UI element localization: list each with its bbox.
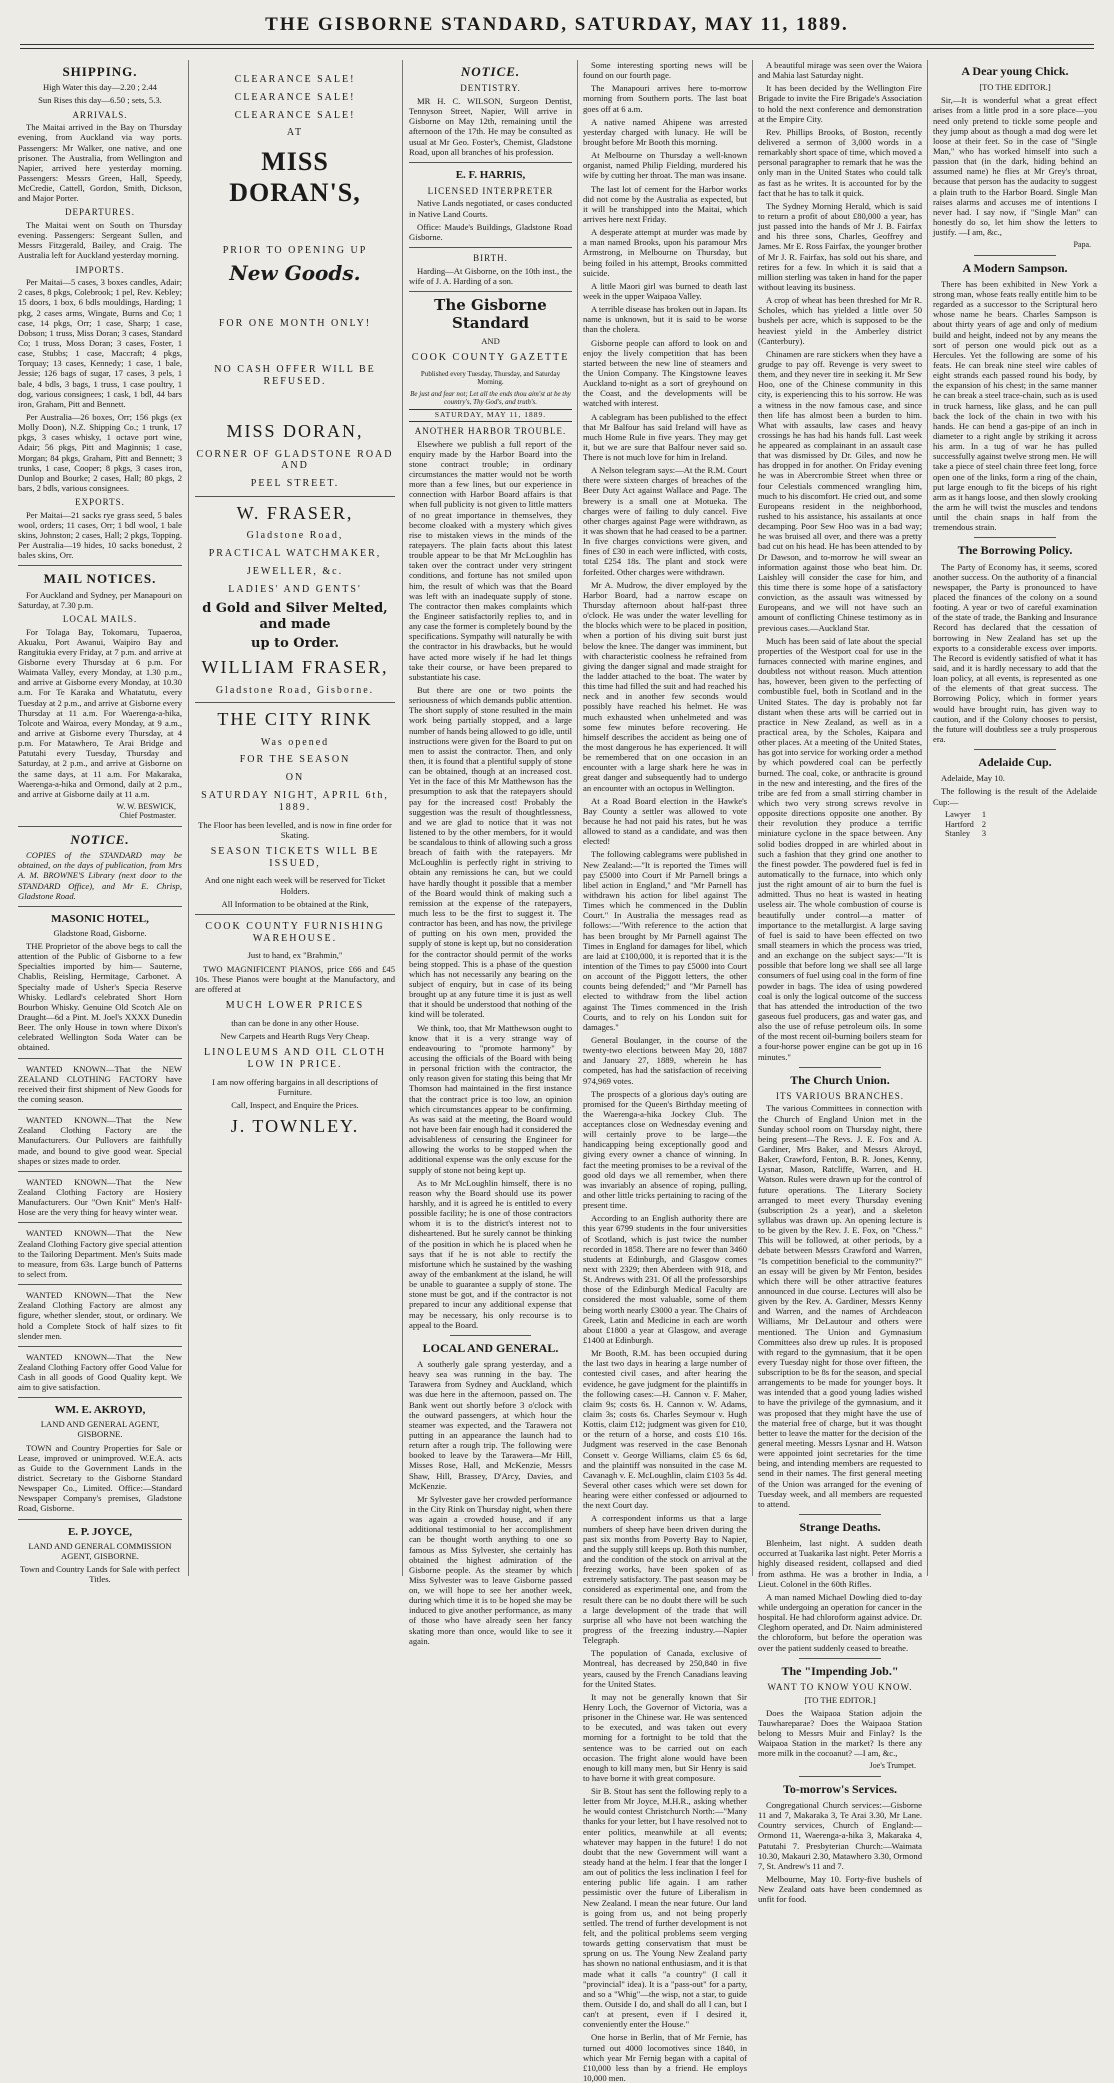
one-night: And one night each week will be reserved for Ticket Holders. [204,875,386,896]
sampson-heading: A Modern Sampson. [962,260,1068,275]
divider [18,1284,182,1285]
result-row [941,810,990,820]
leader-paragraph: We think, too, that Mr Matthewson ought to know that it is a very strange way of endeavouring to "promote harmony" by accusing the officials of the Board with being in personal friction with the contractor, the only reason given for stating this being that Mr Thomson had maintained in the first instance that the contract price is too low, an opinion which circumstances appear to be confirming. As was said at the meeting, the Board would not have been fair enough had it considered the advisableness of censuring the Engineer for allowing the works to be stopped when the additional expense was the only excuse for the supply of stone not being kept up. [409,1022,572,1175]
column-5 [758,60,922,1905]
no-cash-refused: NO CASH OFFER WILL BE REFUSED. [214,363,376,387]
paper-publication: Published every Tuesday, Thursday, and Saturday Morning. [420,370,561,387]
news-item: A beautiful mirage was seen over the Waiora and Mahia last Saturday night. [758,60,922,81]
sampson-text: There has been exhibited in New York a strong man, whose feats really entitle him to be regarded as a successor to the Scriptural hero whose name he bears. Charles Sampson is about thirty years of age and only of medium build and height, indeed not by any means the sort of person one would pick out as a Hercules. Yet the following are some of his feats. He can break nine steel wire cables of eight strands each passed round his body, by the expansion of his chest; in the same manner he can break a steel trace-chain, such as is used in truck harness, like glass, and he can pull back the lock of the chain in two with his hands. He can bend a gas-pipe of an inch in diameter to a right angle by striking it across his arm. In a tug of war he has pulled successfully against twelve strong men. He will take a piece of steel chain three feet long, force open one of the links, form a ring of the chain, put large enough to fit the biceps of his right arm as it hangs loose, and then slowly crooking the arm he will twist the muscles and tendons until the chain snaps in half from the tremendous strain. [933,278,1097,533]
high-water: High Water this day—2.20 ; 2.44 [43,82,157,93]
impending-job-heading: The "Impending Job." [781,1663,899,1678]
brahmin: Just to hand, ex "Brahmin," [247,950,343,961]
wanted-notice: WANTED KNOWN—That the NEW ZEALAND CLOTHING FACTORY have received their first shipment of New Goods for the coming season. [18,1063,182,1104]
mail-intro: For Auckland and Sydney, per Manapouri on Saturday, at 7.30 p.m. [18,589,182,610]
news-item: Rev. Phillips Brooks, of Boston, recently delivered a sermon of 3,000 words in a remarkably short space of time, which moved a personal paragrapher to remark that he was the only man in the United States who could talk as fast as he writes. It is accounted for by the fact that he has to talk it quick. [758,126,922,198]
dear-chick-to: [TO THE EDITOR.] [979,82,1051,93]
adelaide-cup-heading: Adelaide Cup. [978,755,1052,770]
harris-text: Native Lands negotiated, or cases conducted in Native Land Courts. [409,198,572,219]
borrowing-text: The Party of Economy has, it seems, scored another success. On the authority of a financial newspaper, the Party is pronounced to have placed the finances of the colony on a sound footing. A year or two of careful examination of the state of trade, the Banking and Insurance Record has declared that the cessation of borrowing in New Zealand has set up the exports to a considerable excess over imports. The Record is evidently satisfied of what it has said, and it is hardly necessary to add that the loan policy, at all events, is represented as one of the elements of that great success. The Borrowing Policy, which in former years would have brought ruin, has given way to caution, and if the Colony chooses to persist, the future will doubtless see a truly prosperous era. [933,561,1097,744]
ad-at: AT [286,127,304,139]
result-row [941,820,990,830]
akroyd-title: LAND AND GENERAL AGENT, GISBORNE. [40,1419,160,1440]
paper-and: AND [481,336,500,347]
imports-heading: IMPORTS. [75,264,125,275]
news-item: A correspondent informs us that a large numbers of sheep have been driven during the past six months from Poverty Bay to Napier, and the supply still keeps up. Both this number, and the condition of the stock on arrival at the freezing works, have been spoken of as extremely satisfactory. The past season may be considered as experimental one, and from the result there can be no doubt there will be such a large development of the trade that will surprise all who have not been watching the progress of the freezing industry.—Napier Telegraph. [583,1513,747,1646]
column-3 [409,60,573,1646]
divider [450,1335,532,1336]
strange-deaths-text: Blenheim, last night. A sudden death occurred at Tuakarika last night. Peter Morris a highly diseased resident, collapsed and died from asthma. He was a brother in India, a Lieut. Colonel in the 60th Rifles. [758,1538,922,1589]
news-item: A terrible disease has broken out in Japan. Its name is unknown, but it is said to be worse than the cholera. [583,304,747,335]
horse-name: Lawyer [945,809,971,819]
column-divider [752,60,753,1576]
divider [18,906,182,907]
local-paragraph: A southerly gale sprang yesterday, and a heavy sea was running in the bay. The Tarawera from Sydney and Auckland, which was due here in the afternoon, passed on. The Bank went out shortly before 3 o'clock with the outward passengers, at which hour the steamer was expected, and the Tarawera not putting in an appearance the launch had to return after a rough trip. The following were booked to leave by the Tarawera—Mr Hill, Misses Rose, Hall, and McKenzie, Messrs Shaw, Hill, Brassey, D'Arcy, Davies, and McKenzie. [409,1358,572,1491]
divider [799,1776,881,1777]
wanted-notice: WANTED KNOWN—That the New Zealand Clothing Factory are almost any figure, whether slender, stout, or ordinary. We hold a Complete Stock of half sizes to fit slender men. [18,1290,182,1341]
column-divider [402,60,403,1576]
notice-heading: NOTICE. [70,831,130,847]
divider [18,1222,182,1223]
mail-text: For Tolaga Bay, Tokomaru, Tupaeroa, Akuaku, Port Awanui, Waipiro Bay and Rangitukia every Friday, at 7 p.m. and arrive at Gisborne every Thursday at 6 p.m. For Waimata Valley, every Monday, at 1.30 p.m., and arrive at Gisborne every Monday, at 10.30 a.m. For Te Karaka and Whatatutu, every Tuesday at 2 p.m., and arrive at Gisborne every Thursday at 11 a.m. For Waerenga-a-hika, Tolcote and Wairoa, every Monday, at 9 a.m., and arrive at Gisborne every Thursday, at 4 p.m. For Matawhero, Te Arai Bridge and Patutahi every Tuesday, Thursday and Saturday, at 2 p.m., and arrive at Gisborne on the same days, at 11 a.m. For Makaraka, Waerenga-a-hika and Ormond, daily at 2 p.m., and arrive at Gisborne daily at 11 a.m. [18,626,182,799]
news-item: A native named Ahipene was arrested yesterday charged with lunacy. He will be brought before Mr Booth this morning. [583,116,747,147]
masthead-rule-top [20,44,1094,45]
news-item: Some interesting sporting news will be found on our fourth page. [583,60,747,81]
divider [409,247,572,248]
impending-job-sub: WANT TO KNOW YOU KNOW. [767,1681,913,1692]
news-item: Chinamen are rare stickers when they have a grudge to pay off. Revenge is very sweet to them, and they never tire in seeking it. Mr Sew Hoo, one of the Chinese community in this city, is experiencing this to his sorrow. He was a witness in the now famous case, and since then life has almost been a burden to him. What with assaults, law cases and heavy crossings he has had his hands full. Last week he appeared as complainant in an assault case that was dismissed by Dr. Giles, and now he has dropped in for another. On Friday evening he was in Abercrombie Street when three or four Celestials commenced wrangling him, much to his discomfort. He cried out, and some Europeans resident in the neighborhood, rushed to his assistance, his assailants at once decamping. Poor Sew Hoo was in a bad way; he was bruised all over, and there was a pretty bad cut on his head. He has been attended to by Dr Dawson, and to-morrow he will swear an information against those who beat him. Dr. Laishley will consider the case for him, and this time there is some hope of a satisfactory conviction, as the assault was witnessed by Europeans, and we will not have such an amount of conflicting Chinese testimony as in previous cases.—Auckland Star. [758,348,922,633]
practical-watchmaker: PRACTICAL WATCHMAKER, [208,547,382,559]
impending-job-signature: Joe's Trumpet. [869,1761,916,1771]
departures-text: The Maitai went on South on Thursday evening. Passengers: Sergeant Sullen, and Messrs Fitzgerald, Bailey, and Craig. The Australia left for Auckland yesterday morning. [18,219,182,261]
dentistry-text: MR H. C. WILSON, Surgeon Dentist, Tennyson Street, Napier, Will arrive in Gisborne on May 12th, remaining until the afternoon of the 17th. He may be consulted as usual at Mr Geo. Foster's, Chemist, Gladstone Road, upon all branches of his profession. [409,95,572,157]
news-item: A crop of wheat has been threshed for Mr R. Scholes, which has yielded a little over 50 bushels per acre, which is supposed to be the heaviest yield in the Amberley district (Canterbury). [758,295,922,346]
exports-text: Per Maitai—21 sacks rye grass seed, 5 bales wool, orders; 11 cases, Orr; 1 bdl wool, 1 bale skins, Johnston; 2 cases, Hall; 2 pkgs, Topping. Per Australia—19 hides, 10 sacks bonedust, 2 bales skins, Orr. [18,509,182,561]
exports-heading: EXPORTS. [75,497,125,508]
news-item: It may not be generally known that Sir Henry Loch, the Governor of Victoria, was a prisoner in the Chinese war. He was sentenced to be executed, and was taken out every morning for a fortnight to be told that the sentence was to be carried out on each occasion. The fright alone would have been enough to kill many men, but Sir Henry is said to have borne it with great composure. [583,1691,747,1783]
dear-chick-text: Sir,—It is wonderful what a great effect arises from a little prod in a sore place—you need only pretend to tickle some people and they jump about as though a mad dog were let loose at their feet. So in the case of "Single Man," who has worked himself into such a passion that (in the dark, hiding behind an assumed name) he flies at Mr Grey's throat, because that person has the audacity to suggest a plain truth to the Harbor Board. Single Man raises alarms and accuses me of intentions I never had. I say now, if "Single Man" can honestly do so, let him show the letters to justify. —I am, &c., [933,95,1097,238]
rink-info: All Information to be obtained at the Rink, [221,898,369,909]
call-inspect: Call, Inspect, and Enquire the Prices. [231,1100,359,1110]
wanted-notice: WANTED KNOWN—That the New Zealand Clothing Factory are Hosiery Manufacturers. Our "Own Knit" Men's Half-Hose are the very thing for heavy winter wear. [18,1176,182,1218]
divider [18,1109,182,1110]
leader-paragraph: But there are one or two points the seriousness of which demands public attention. The short supply of stone resulted in the main work being partially stopped, and a large number of hands being allowed to go idle, until instructions were given for the Board to put on men to assist the contractor. Then, and only then, it is found that a plentiful supply of stone can be obtained, though at an increased cost. Yet in the face of this Mr Matthewson has the presumption to ask that the ratepayers should pay for the increased cost! Probably the suggestion was the result of thoughtlessness, and we are glad to notice that it was not listened to by the other members, for it would be scandalous to think of allowing such a gross breach of faith with the ratepayers. Mr McLoughlin is perfectly right in striving to obtain any remissions he can, but we could have hardly thought it possible that a member of the Board would think of making such a remission at the expense of the ratepayers, much less to be the first to suggest it. The contractor has been, and has now, the privilege of putting on his own men, provided the supply of stone is kept up, but no consideration for the contractor should permit of the works being stopped. This is a phase of the question which has not necessarily any bearing on the subject of enquiry, but in case of its being brought up at any future time it is just as well that it should be understood that nothing of the kind will be tolerated. [409,684,573,1020]
news-item: The Sydney Morning Herald, which is said to return a profit of about £80,000 a year, has just passed into the hands of Mr J. B. Fairfax and his three sons, Charles, Geoffrey and James. Mr E. Ross Fairfax, the younger brother of Mr J. R. Fairfax, has sold out his share, and retires for a few. In which it is said that a million sterling was taken in hand for the paper without leaving its business. [758,200,922,292]
mail-signature: W. W. BESWICK, [116,802,176,811]
joyce-name: E. P. JOYCE, [67,1525,133,1538]
impending-job-to: [TO THE EDITOR.] [804,1694,876,1705]
clearance-sale: CLEARANCE SALE! [234,109,356,121]
horse-name: Stanley [945,829,971,839]
much-lower-prices: MUCH LOWER PRICES [225,1000,365,1012]
paper-subtitle: COOK COUNTY GAZETTE [411,352,570,364]
new-goods: New Goods. [229,261,361,286]
miss-doran-title: MISS DORAN'S, [229,147,361,207]
leader-heading: ANOTHER HARBOR TROUBLE. [414,425,567,436]
imports-text: Per Maitai—5 cases, 3 boxes candles, Adair; 2 cases, 8 pkgs, Colebrook; 1 pel, Rev. Kebley; 15 doors, 1 box, 6 bdls mouldings, Harding; 1 pkg, 2 cases arms, Wingate, Burns and Co; 1 case, 14 pkgs, Orr; 1 case, Sharp; 1 case, Dobson; 1 truss, Miss Doran; 3 cases, Standard Co; 1 truss, Moss Doran; 3 cases, Foster, 1 case, Stubbs; 1 case, Maccraft; 4 pkgs, Torquay; 13 cases, Kennedy; 1 case, 1 bale, Jessie; 126 bags of sugar, 17 cases, 3 pels, 1 bale, 4 bdls, 3 bags, 1 truss, 1 case poultry, 1 dog, various consignees; 1 cask, 1 bdl, 44 bars iron, Graham, Pitt and Bennett. [18,277,182,409]
horse-place: 3 [981,829,987,839]
news-item: General Boulanger, in the course of the twenty-two elections between May 20, 1887 and January 27, 1889, wherein he has competed, has had the satisfaction of receiving 974,969 votes. [583,1034,747,1086]
rink-season: FOR THE SEASON [239,754,351,766]
divider [18,1171,182,1172]
clearance-sale: CLEARANCE SALE! [234,74,356,85]
column-1 [18,60,182,1584]
adelaide-results [941,810,990,840]
news-item: It has been decided by the Wellington Fire Brigade to invite the Fire Brigade's Association to hold the next conference and demonstration at the Empire City. [758,83,922,124]
william-fraser: WILLIAM FRASER, [201,657,389,678]
shipping-heading: SHIPPING. [62,64,138,79]
carpets: New Carpets and Hearth Rugs Very Cheap. [220,1030,370,1041]
than-any-house: than can be done in any other House. [231,1017,359,1028]
news-item: Gisborne people can afford to look on and enjoy the lively competition that has been started between the new line of steamers and the Union Company. The Kingstowne leaves Auckland to-night as a sort of greyhound on the Coast, and the developments will be watched with interest. [583,337,747,409]
news-item: According to an English authority there are this year 6799 students in the four universities of Scotland, which is just twice the number recorded in 1858. There are no fewer than 3460 students at Edinburgh, and Glasgow comes next with 2329; then Aberdeen with 918, and St. Andrews with 231. Of all the professorships those of the Edinburgh Medical Faculty are considered the most valuable, some of them being worth nearly £3000 a year. The Chairs of Greek, Latin and Medicine in each are worth about £1800 a year at Glasgow, and average £1400 at Edinburgh. [583,1213,747,1346]
news-item: The Manapouri arrives here to-morrow morning from Southern ports. The last boat goes off at 6 a.m. [583,83,747,114]
divider [18,826,182,827]
notice-heading: NOTICE. [460,64,521,79]
masthead-rule-bottom [20,48,1094,49]
harris-office: Office: Maude's Buildings, Gladstone Road Gisborne. [409,221,572,242]
mail-notices-heading: MAIL NOTICES. [43,571,157,587]
notice-text: COPIES of the STANDARD may be obtained, on the days of publication, from Mrs A. M. BROWNE'S Library (next door to the STANDARD Office), and Mr E. Chrisp, Gladstone Road. [18,850,182,901]
strange-deaths-text: A man named Michael Dowling died to-day while undergoing an operation for cancer in the hospital. He had chloroform against advice. Dr. Cleghorn operated, and Dr. Nairn administered the chloroform, but before the operation was over the patient suddenly ceased to breathe. [758,1591,922,1653]
city-rink: THE CITY RINK [217,709,373,730]
strange-deaths-heading: Strange Deaths. [799,1520,881,1535]
news-item: The prospects of a glorious day's outing are promised for the Queen's Birthday meeting of the Waerenga-a-hika Jockey Club. The acceptances close on Wednesday evening and will certainly prove to be large—the handicapping being exceptionally good and giving every owner a chance of winning. In fact the meeting promises to be a revival of the good old days we all remember, when there was invariably an absence of roping, pulling, and other little tricks pertaining to racing of the present time. [583,1088,747,1211]
divider [974,537,1056,538]
divider [799,1658,881,1659]
column-2-ads [195,60,395,1576]
horse-name: Hartford [945,819,974,829]
masonic-text: THE Proprietor of the above begs to call the attention of the Public of Gisborne to a few Specialties imported by him— Sauterne, Chablis, Reisling, Hermitage, Carbonet. A Specialty made of Usher's Specia Reserve Whisky. Ledlard's celebrated Short Horn Bourbon Whisky. Genuine Old Scotch Ale on Draught—6d a Pint. M. Joel's XXXX Dunedin Beer. The only House in town where Dixon's celebrated Wellington Soda Water can be obtained. [18,941,182,1053]
akroyd-name: WM. E. AKROYD, [54,1404,146,1417]
news-item: One horse in Berlin, that of Mr Fernie, has turned out 4000 locomotives since 1840, in which year Mr Fernig began with a capital of £10,000 less than by a friend. He employs 10,000 men. [583,2032,747,2083]
divider [195,914,395,915]
dentistry-heading: DENTISTRY. [460,83,521,94]
column-4 [583,60,747,2083]
borrowing-heading: The Borrowing Policy. [957,543,1073,558]
services-heading: To-morrow's Services. [783,1781,897,1796]
masonic-address: Gladstone Road, Gisborne. [53,927,147,938]
church-union-sub: ITS VARIOUS BRANCHES. [776,1090,904,1101]
fraser-road: Gladstone Road, [246,530,344,542]
sun-rises: Sun Rises this day—6.50 ; sets, 5.3. [38,95,162,106]
one-month-only: FOR ONE MONTH ONLY! [218,317,372,329]
peel-street: PEEL STREET. [250,478,340,490]
leader-paragraph: As to Mr McLoughlin himself, there is no reason why the Board should use its power harshly, and it is agreed he is entitled to every possible facility; he is one of those contractors whom it is to the district's interest not to disheartened. But he surely cannot be thinking of the position in which he is placed when he says that if he is not able to rectify the misfortune which he sustained by the washing away of the embankment at the island, he will be unable to guarantee a supply of stone. The stone must be got, and if the contractor is not prepared to incur any additional expense that may be necessary, his only recourse is to appeal to the Board. [409,1177,572,1330]
horse-place: 2 [981,819,987,829]
clearance-sale: CLEARANCE SALE! [234,91,356,103]
divider [18,1397,182,1398]
divider [799,1067,881,1068]
church-union-heading: The Church Union. [790,1072,890,1087]
william-road: Gladstone Road, Gisborne. [215,684,375,696]
dear-chick-signature: Papa. [1073,240,1091,250]
divider [195,702,395,703]
fraser-name: W. FRASER, [236,502,354,523]
adelaide-dateline: Adelaide, May 10. [941,773,1005,784]
masthead-title: THE GISBORNE STANDARD, SATURDAY, MAY 11, 1889. [265,14,849,35]
divider [195,496,395,497]
adelaide-intro: The following is the result of the Adelaide Cup:— [933,786,1097,807]
divider [18,1058,182,1059]
birth-heading: BIRTH. [473,252,508,263]
horse-place: 1 [981,809,987,819]
arrivals-heading: ARRIVALS. [72,109,128,120]
wanted-notice: WANTED KNOWN—That the New Zealand Clothing Factory are the Manufacturers. Our Pullovers are faithfully made, and bound to give good wear. Special shapes or sizes made to order. [18,1115,182,1166]
news-item: At a Road Board election in the Hawke's Bay County a settler was allowed to vote because he had not paid his rates, but he was allowed to stand as a candidate, and was then elected! [583,795,747,847]
harris-name: E. F. HARRIS, [455,168,526,181]
paper-title: The Gisborne Standard [434,295,547,332]
local-mails-heading: LOCAL MAILS. [62,614,138,624]
column-6 [933,60,1097,1576]
news-item: Sir B. Stout has sent the following reply to a letter from Mr Joyce, M.H.R., asking whether he would contest Christchurch North:—"Many thanks for your letter, but I have resolved not to enter politics, meanwhile at all events; whatever may happen in the future! I do not doubt that the new Government will want a steady hand at the helm. I fear that the longer I am out of politics the less inclination I feel for entering public life again. I am rather pessimistic over the future of Liberalism in New Zealand. I mean the near future. Our land is going from us, and not being properly settled. The trend of further development is not felt, and the political problems seem verging towards getting conservatism that must be sprung on us. The Young New Zealand party has shown no national enthusiasm, and it is that made what it calls "a country" (I call it "provincial" idea). It is a "pass-out" for a party, and so a "Whig"—the wisp, not a star, to guide them. Outside I do, and shall do all I can, but I can't at present, even if I desired it, conveniently enter the House." [583,1786,747,2030]
harris-title: LICENSED INTERPRETER [427,185,554,196]
rink-on: ON [285,772,305,784]
news-item: Melbourne, May 10. Forty-five bushels of New Zealand oats have been condemned as unfit for food. [758,1873,922,1905]
news-item: Mr A. Mudrow, the diver employed by the Harbor Board, had a narrow escape on Thursday afternoon about half-past three o'clock. He was under the water levelling for the blocks which were to be placed in position, when a portion of his diving suit burst just below the knee. The danger was imminent, but with characteristic coolness he refrained from giving the danger signal and made straight for the ladder attached to the boat. The water by this time had filled the suit and had reached his neck and in another few seconds would possibly have reached his helmet. He was much exhausted when unhelmeted and was some few minutes before recovering. He himself describes the accident as being one of the most dangerous he has experienced. It will be remembered that on one occasion in an encounter with a large shark here he was in great danger and subsequently had to undergo an encounter with an octopus in Wellington. [583,579,747,793]
cook-county-warehouse: COOK COUNTY FURNISHING WAREHOUSE. [205,920,385,944]
wanted-notice: WANTED KNOWN—That the New Zealand Clothing Factory offer Good Value for Cash in all goods of Good Quality kept. We aim to give satisfaction. [18,1351,182,1393]
imports-text-2: Per Australia—26 boxes, Orr; 156 pkgs (ex Molly Doon), N.Z. Shipping Co.; 1 trunk, 17 pkgs, 3 cases whisky, 1 octave port wine, Adair; 56 pkgs, Pitt and Maginnis; 1 case, Morgan; 84 pkgs, Graham, Pitt and Bennett; 3 trunks, 1 case, Cooper; 8 pkgs, 3 cases iron, Dunlop and Bourke; 2 cases, Hall; 80 pkgs, 2 bars, 2 bdls, various consignees. [18,411,182,493]
news-item: A desperate attempt at murder was made by a man named Brooks, upon his paramour Mrs Armstrong, in Melbourne on Thursday, but being foiled in his attempt, Brooks committed suicide. [583,227,747,278]
rink-date: SATURDAY NIGHT, APRIL 6th, 1889. [201,790,389,813]
linoleums: LINOLEUMS AND OIL CLOTH LOW IN PRICE. [203,1047,386,1070]
divider [18,565,182,566]
up-to-order: up to Order. [251,636,339,652]
departures-heading: DEPARTURES. [65,207,135,218]
miss-doran-sign: MISS DORAN, [226,421,364,442]
column-divider [188,60,189,1576]
birth-text: Harding—At Gisborne, on the 10th inst., the wife of J. A. Harding of a son. [409,265,572,286]
rink-floor: The Floor has been levelled, and is now in fine order for Skating. [198,819,392,840]
issue-date: SATURDAY, MAY 11, 1889. [409,409,572,422]
news-item: A little Maori girl was burned to death last week in the upper Waipaoa Valley. [583,280,747,301]
mail-signature-title: Chief Postmaster. [119,811,176,821]
jeweller: JEWELLER, &c. [246,565,344,577]
prior-opening: PRIOR TO OPENING UP [222,244,368,256]
local-paragraph: Mr Sylvester gave her crowded performance in the City Rink on Thursday night, when there was again a crowded house, and if any additional testimonial to her accomplishment can be thought worth anything to one so famous as Miss Sylvester, she certainly has obtained the highest admiration of the Gisborne people. As the steamer by which Miss Sylvester was to leave Gisborne passed on, we will hope to see her another week, during which time it is to be hoped she may be induced to give another performance, as many of those who have already seen her fancy skating more than once, would like to see it again. [409,1493,572,1646]
divider [18,1519,182,1520]
joyce-text: Town and Country Lands for Sale with perfect Titles. [19,1563,180,1584]
news-item: At Melbourne on Thursday a well-known organist, named Philip Fielding, murdered his wife by cutting her throat. The man was insane. [583,150,747,181]
bargains: I am now offering bargains in all descriptions of Furniture. [212,1076,378,1097]
impending-job-text: Does the Waipaoa Station adjoin the Tauwhareparae? Does the Waipaoa Station belong to Messrs Muir and Finlay? Is the Waipaoa Station in the market? Is there any more milk in the cocoanut? —I am, &c., [758,1707,922,1759]
local-general-heading: LOCAL AND GENERAL. [422,1340,559,1355]
gold-silver: d Gold and Silver Melted, and made [202,601,388,632]
news-item: The population of Canada, exclusive of Montreal, has decreased by 250,840 in five years, caused by the French Canadians leaving for the United States. [583,1648,747,1689]
news-item: Mr Booth, R.M. has been occupied during the last two days in hearing a large number of contested civil cases, and after hearing the evidence, he gave judgment for the plaintiffs in the following cases:—H. Cannon v. F. Maher, claim 9s; costs 6s. H. Cannon v. W. Adams, claim 3s; costs 6s. Charles Seymour v. Hugh Kottis, claim £12; judgment was given for £10, or the return of a horse, and costs £10 16s. Judgment was reserved in the case Benonah Consett v. George Williams, claim £5 6s 6d, and the plaintiff was nonsuited in the case M. Cavanagh v. E. McLoughlin, claim £103 5s 4d. Several other cases which were set down for hearing were either confessed or adjourned to the next Court day. [583,1348,747,1511]
divider [974,255,1056,256]
church-union-text: The various Committees in connection with the Church of England Union met in the Sunday school room on Thursday night, there being present—The Revs. J. E. Fox and A. Gardiner, Mrs Baker, and Messrs Akroyd, Baker, Crawford, Fenton, B. R. Jones, Kenny, Lysnar, Mason, Ratcliffe, Warren, and H. Watson. Rules were drawn up for the control of future operations. The Literary Society arranged to meet every Thursday evening (subscription 2s a year), and a skeleton syllabus was drawn up. An opening lecture is to be given by the Rev. J. E. Fox, on "Chess." This will be followed, at other periods, by a debate between Messrs Crawford and Warren, "Is competition beneficial to the community?" an essay will be given by Mr Fenton, besides which there will be other attractive features announced in due course. Lectures will also be given by the Rev. A. Gardiner, Messrs Kenny and Warren, and the names of Archdeacon Williams, Mr DeLautour and others were mentioned. The Union and Gymnasium Committees also drew up rules. It is proposed with regard to the gymnasium, that it be open every Tuesday night for those over fifteen, the subscription to be 8s for the season, and special arrangements to be made for younger boys. It was intended that a good young ladies wished to have the privilege of the gymnasium, and it was proposed that they might have the use of the material free of charge, but it was thought better to leave the matter for the decision of the general meeting. Messrs Lysnar and H. Watson were appointed joint secretaries for the time being, and intending members are requested to send in their names. The first general meeting of the Union was arranged for the evening of Tuesday week, and all members are requested to attend. [758,1103,922,1509]
season-tickets: SEASON TICKETS WILL BE ISSUED, [210,845,380,869]
result-row [941,829,990,839]
services-text: Congregational Church services:—Gisborne 11 and 7, Makaraka 3, Te Arai 3.30, Mr Lane. Country services, Church of England:—Ormond 11, Waerenga-a-hika 3, Makaraka 4, Patutahi 7. Presbyterian Church:—Waimata 10.30, Makauri 2.30, Matawhero 3.30, Ormond 7, St. Andrew's 11 and 7. [758,1799,922,1871]
divider [974,749,1056,750]
ladies-gents: LADIES' AND GENTS' [228,583,362,595]
leader-paragraph: Elsewhere we publish a full report of the enquiry made by the Harbor Board into the stone contract trouble; in ordinary circumstances the matter would not be worth more than a few lines, but our experience in connection with Harbor Board affairs is that when full publicity is not given to little matters of no great importance in themselves, they become cloaked with a mystery which gives rise to mistaken views in the minds of the ratepayers. The plain facts about this latest trouble appear to be that Mr McLoughlin has taken over the contract under very stringent conditions, and fortune has not smiled upon him, the result of which was that the Board was left with an inadequate supply of stone. The contractor then makes complaints which the Engineer satisfactorily replies to, and in any case the former is completely bound by the specifications. Sympathy will naturally be with the contractor in his drawbacks, but he would have acted more wisely if he had let things take their course, or have been prepared to substantiate his case. [409,438,572,682]
paper-motto: Be just and fear not; Let all the ends thou aim'st at be thy country's, Thy God's, and truth's. [410,389,571,406]
column-divider [577,60,578,1576]
corner-address: CORNER OF GLADSTONE ROAD AND [196,448,394,472]
divider [18,1346,182,1347]
divider [409,291,572,292]
joyce-title: LAND AND GENERAL COMMISSION AGENT, GISBORNE. [28,1540,172,1561]
townley: J. TOWNLEY. [230,1116,360,1137]
masonic-heading: MASONIC HOTEL, [51,912,149,925]
news-item: The last lot of cement for the Harbor works did not come by the Australia as expected, but it will be transhipped into the Maitai, which arrives here next Friday. [583,183,747,224]
news-item: A cablegram has been published to the effect that Mr Balfour has said Ireland will have as much Home Rule in five years. They may get it, but we are sure that Balfour never said so. There is not much love for him in Ireland. [583,411,747,463]
arrivals-text: The Maitai arrived in the Bay on Thursday evening, from Auckland via way ports. Passengers: Mr Walker, one native, and one prisoner. The Australia, from Wellington and Napier, arrived here yesterday morning. Passengers: Messrs Green, Hall, Speedy, McCredie, Cattell, Gordon, Smith, Dickson, and Major Porter. [18,122,182,204]
rink-opened: Was opened [260,736,330,748]
column-divider [927,60,928,1576]
divider [409,162,572,163]
akroyd-text: TOWN and Country Properties for Sale or Lease, improved or unimproved. W.E.A. acts as Guide to the Government Lands in the district. Secretary to the Gisborne Standard Newspaper Co., Limited. Office:—Standard Newspaper Company's premises, Gladstone Road, Gisborne. [18,1442,182,1514]
wanted-notice: WANTED KNOWN—That the New Zealand Clothing Factory give special attention to the Tailoring Department. Men's Suits made to measure, from 63s. Large bunch of Patterns to select from. [18,1228,182,1279]
news-item: The following cablegrams were published in New Zealand:—"It is reported the Times will pay £5000 into Court if Mr Parnell brings a libel action in England," and "Mr Parnell has withdrawn his action for libel against The Times which he commenced in the Dublin Court." In Australia the messages read as follows:—"With reference to the action that has been brought by Mr Parnell against The Times in England for damages for libel, which are laid at £100,000, it is reported that it is the intention of the Times to pay £5000 into Court on account of the Piggott letters, the other counts being defended;" and "Mr Parnell has elected to withdraw from the libel action against The Times commenced in the Irish Courts, and to rely on his London suit for damages." [583,849,747,1032]
dear-chick-heading: A Dear young Chick. [961,64,1069,78]
news-item: A Nelson telegram says:—At the R.M. Court there were sixteen charges of breaches of the Beer Duty Act against Wallace and Page. The brewery is a small one at Motueka. The charges were of failing to duly cancel. Five other charges against Page were withdrawn, as it was shown that he had ceased to be a partner. In five charges convictions were given, and fines of £30 in each were inflicted, with costs, total £254 18s. The plant and stock were forfeited. Other charges were withdrawn. [583,465,747,577]
pianos: TWO MAGNIFICENT PIANOS, price £66 and £45 10s. These Pianos were bought at the Manufactory, and are offered at [195,963,395,994]
news-item: Much has been said of late about the special properties of the Westport coal for use in the furnaces connected with marine engines, and doubtless not without reason. Much attention has, however, been given to the perfecting of combustible fuel, both in Scotland and in the United States. The day is probably not far distant when these arts will be carried out in practice in New Zealand, as well as in a practical area, by the Scholes, Kaipara and other places. At a meeting of the United States, has got into service for working order a method by which powdered coal can be perfectly burned. The coal, coke, or anthracite is ground in the new and interesting, and the fires of the tribe are fed from a small stirring chamber in which two very strong screws revolve in opposite directions opposite one another. By their revolution they produce a terrific miniature cyclone in the space between. Any solid bodies dropped in are whirled about in such a fashion that they grind one another to the finest powder. The powdered fuel is fed in automatically to the furnace, into which only just the right amount of air to burn the fuel is admitted. Thus no heat is wasted in heating useless air. The whole combustion of course is beautifully under control—a matter of importance to the metallurgist. A large saving of fuel is said to have been effected on two small steamers in which the process was tried, and an exchange on the subject says:—"It is possible that before long we shall see all large consumers of fuel using coal in the form of fine powder in bags. The idea of using powdered coal is only the logical outcome of the success that has attended the introduction of the two gaseous fuel producers, gas and water gas, and also the use of refuse petroleum oils. In some of the most recent oil-burning boilers steam for a four-horse power engine can be got up in 16 minutes." [758,635,922,1062]
divider [799,1514,881,1515]
